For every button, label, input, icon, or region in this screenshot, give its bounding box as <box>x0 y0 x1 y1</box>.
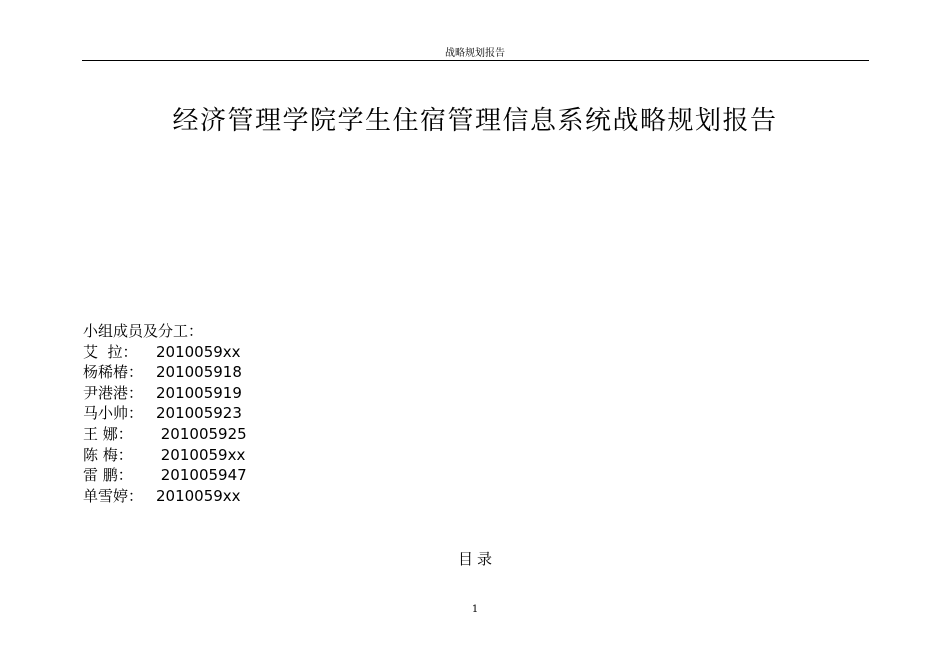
document-title: 经济管理学院学生住宿管理信息系统战略规划报告 <box>172 106 778 136</box>
member-name: 马小帅： <box>83 404 144 423</box>
member-row <box>83 383 247 404</box>
member-row <box>83 445 247 466</box>
member-student-id: 2010059xx <box>156 342 241 361</box>
toc-heading: 目录 <box>457 550 496 568</box>
member-student-id: 2010059xx <box>156 445 246 464</box>
member-name: 雷 鹏： <box>83 466 133 485</box>
member-row <box>83 424 247 445</box>
member-list <box>83 321 247 506</box>
member-name: 单雪婷： <box>83 486 144 505</box>
member-list-heading: 小组成员及分工： <box>83 322 204 340</box>
member-name: 王 娜： <box>83 424 133 443</box>
member-name: 尹港港： <box>83 383 144 402</box>
running-header: 战略规划报告 <box>445 48 505 59</box>
member-row <box>83 486 247 507</box>
member-student-id: 201005947 <box>156 466 247 485</box>
member-student-id: 201005923 <box>156 404 242 423</box>
page-number: 1 <box>471 604 479 615</box>
member-row <box>83 362 247 383</box>
member-row <box>83 465 247 486</box>
member-name: 杨稀椿： <box>83 363 144 382</box>
header-rule <box>82 60 869 61</box>
member-row <box>83 342 247 363</box>
member-name: 艾 拉： <box>83 342 138 361</box>
member-student-id: 201005925 <box>156 424 247 443</box>
member-name: 陈 梅： <box>83 445 133 464</box>
member-student-id: 201005919 <box>156 383 242 402</box>
member-row <box>83 403 247 424</box>
member-student-id: 2010059xx <box>156 486 241 505</box>
member-student-id: 201005918 <box>156 363 242 382</box>
